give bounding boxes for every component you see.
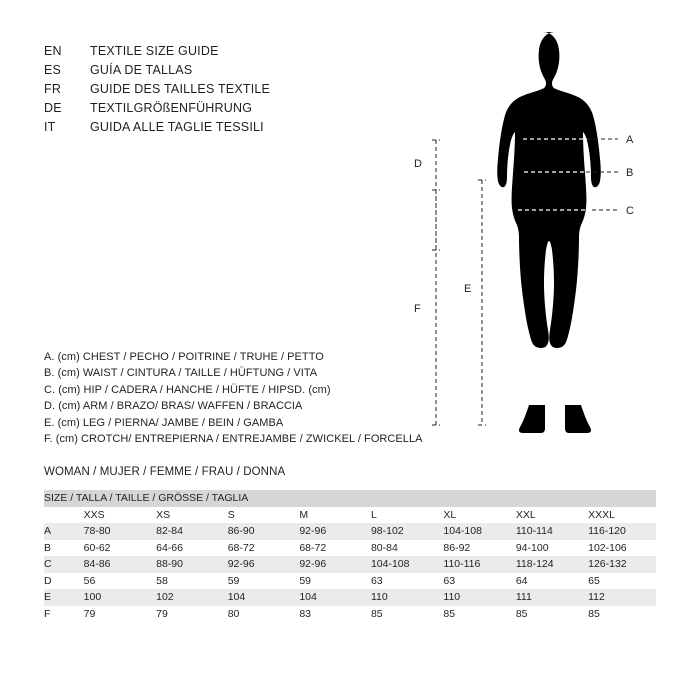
column-header: XXXL <box>582 507 656 524</box>
column-header: XS <box>150 507 222 524</box>
column-header: L <box>365 507 437 524</box>
cell: 78-80 <box>78 523 150 540</box>
title-row <box>44 82 364 101</box>
language-title: GUIDE DES TAILLES TEXTILE <box>90 82 271 96</box>
language-code: DE <box>44 101 62 115</box>
cell: 64-66 <box>150 540 222 557</box>
size-table <box>44 490 656 622</box>
cell: 80 <box>222 606 294 623</box>
cell: 110-116 <box>437 556 509 573</box>
legend-line-b: B. (cm) WAIST / CINTURA / TAILLE / HÜFTUNG / VITA <box>44 367 318 380</box>
cell: 63 <box>437 573 509 590</box>
title-row <box>44 101 364 120</box>
measurement-legend <box>44 349 444 447</box>
cell: 85 <box>437 606 509 623</box>
cell: 112 <box>582 589 656 606</box>
cell: 104 <box>293 589 365 606</box>
cell: 85 <box>510 606 582 623</box>
cell: 64 <box>510 573 582 590</box>
cell: 116-120 <box>582 523 656 540</box>
language-code: FR <box>44 82 62 96</box>
cell: 118-124 <box>510 556 582 573</box>
cell: 79 <box>78 606 150 623</box>
language-title: GUÍA DE TALLAS <box>90 63 193 77</box>
table-header-label: SIZE / TALLA / TAILLE / GRÖSSE / TAGLIA <box>44 490 656 507</box>
language-code: ES <box>44 63 62 77</box>
cell: 92-96 <box>222 556 294 573</box>
table-row <box>44 540 656 557</box>
marker-label-d: D <box>414 158 422 170</box>
cell: 63 <box>365 573 437 590</box>
cell: 92-96 <box>293 556 365 573</box>
cell: 92-96 <box>293 523 365 540</box>
row-label: D <box>44 573 78 590</box>
cell: 60-62 <box>78 540 150 557</box>
cell: 68-72 <box>293 540 365 557</box>
language-title: TEXTILE SIZE GUIDE <box>90 44 219 58</box>
title-row <box>44 120 364 139</box>
table-row <box>44 573 656 590</box>
cell: 110 <box>365 589 437 606</box>
cell: 86-90 <box>222 523 294 540</box>
table-column-row <box>44 507 656 524</box>
column-header: M <box>293 507 365 524</box>
cell: 59 <box>293 573 365 590</box>
cell: 111 <box>510 589 582 606</box>
marker-label-c: C <box>626 205 634 217</box>
cell: 65 <box>582 573 656 590</box>
cell: 104-108 <box>365 556 437 573</box>
column-header: S <box>222 507 294 524</box>
cell: 80-84 <box>365 540 437 557</box>
cell: 59 <box>222 573 294 590</box>
cell: 58 <box>150 573 222 590</box>
cell: 79 <box>150 606 222 623</box>
bracket-e <box>478 180 486 425</box>
title-row <box>44 63 364 82</box>
column-header: XXS <box>78 507 150 524</box>
cell: 104-108 <box>437 523 509 540</box>
cell: 104 <box>222 589 294 606</box>
body-diagram <box>390 20 680 465</box>
marker-label-f: F <box>414 303 421 315</box>
cell: 94-100 <box>510 540 582 557</box>
cell: 82-84 <box>150 523 222 540</box>
row-label: B <box>44 540 78 557</box>
gender-label: WOMAN / MUJER / FEMME / FRAU / DONNA <box>44 466 286 478</box>
cell: 98-102 <box>365 523 437 540</box>
cell: 102 <box>150 589 222 606</box>
row-label: A <box>44 523 78 540</box>
cell: 86-92 <box>437 540 509 557</box>
legend-line-c: C. (cm) HIP / CADERA / HANCHE / HÜFTE / HIPSD. (cm) <box>44 383 331 396</box>
legend-line-d: D. (cm) ARM / BRAZO/ BRAS/ WAFFEN / BRACCIA <box>44 400 303 413</box>
table-row <box>44 523 656 540</box>
cell: 84-86 <box>78 556 150 573</box>
cell: 110 <box>437 589 509 606</box>
bracket-f <box>432 190 440 425</box>
cell: 88-90 <box>150 556 222 573</box>
cell: 68-72 <box>222 540 294 557</box>
legend-line-e: E. (cm) LEG / PIERNA/ JAMBE / BEIN / GAMBA <box>44 416 284 429</box>
female-silhouette-icon <box>497 32 601 433</box>
legend-line-a: A. (cm) CHEST / PECHO / POITRINE / TRUHE / PETTO <box>44 351 324 363</box>
title-row <box>44 44 364 63</box>
table-row <box>44 589 656 606</box>
legend-line-f: F. (cm) CROTCH/ ENTREPIERNA / ENTREJAMBE / ZWICKEL / FORCELLA <box>44 433 423 446</box>
marker-labels <box>626 134 634 217</box>
marker-label-b: B <box>626 167 634 179</box>
title-language-block <box>44 44 364 139</box>
cell: 110-114 <box>510 523 582 540</box>
cell: 100 <box>78 589 150 606</box>
marker-label-a: A <box>626 134 634 146</box>
table-header-row <box>44 490 656 507</box>
size-table-container <box>44 490 656 622</box>
cell: 56 <box>78 573 150 590</box>
language-title: TEXTILGRÖßENFÜHRUNG <box>90 101 253 115</box>
table-row <box>44 556 656 573</box>
cell: 85 <box>365 606 437 623</box>
cell: 85 <box>582 606 656 623</box>
cell: 126-132 <box>582 556 656 573</box>
row-label: E <box>44 589 78 606</box>
table-row <box>44 606 656 623</box>
marker-label-e: E <box>464 283 472 295</box>
language-title: GUIDA ALLE TAGLIE TESSILI <box>90 120 264 134</box>
row-label: C <box>44 556 78 573</box>
column-corner <box>44 507 78 524</box>
language-code: IT <box>44 120 56 134</box>
cell: 102-106 <box>582 540 656 557</box>
language-code: EN <box>44 44 62 58</box>
row-label: F <box>44 606 78 623</box>
cell: 83 <box>293 606 365 623</box>
column-header: XXL <box>510 507 582 524</box>
column-header: XL <box>437 507 509 524</box>
